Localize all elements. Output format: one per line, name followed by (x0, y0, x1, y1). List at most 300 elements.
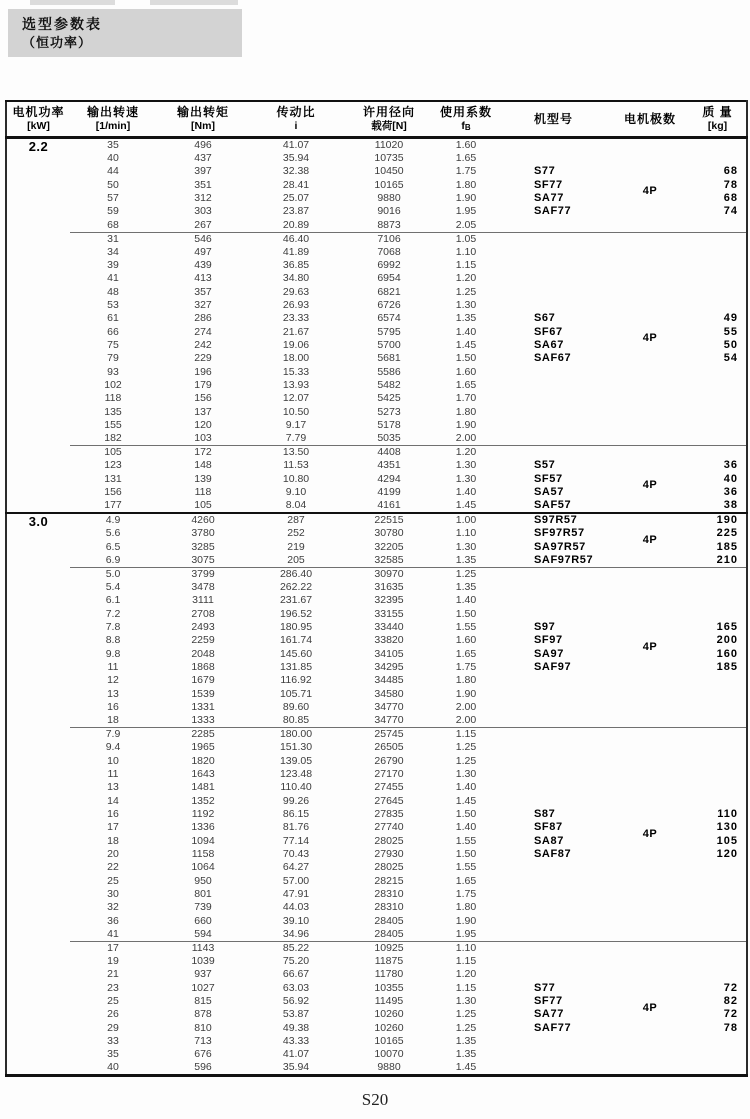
cell-weight (689, 941, 747, 955)
cell-factor: 1.20 (455, 272, 477, 285)
cell-model: SA87 (534, 834, 564, 847)
cell-torque: 950 (194, 874, 212, 887)
cell-weight: 50 (723, 339, 738, 352)
cell-weight (689, 366, 747, 379)
cell-torque: 137 (194, 405, 212, 418)
cell-ratio: 64.27 (282, 861, 310, 874)
cell-torque: 676 (194, 1048, 212, 1061)
cell-factor: 1.50 (455, 607, 477, 620)
cell-weight: 55 (723, 325, 738, 338)
cell-poles-empty (611, 754, 689, 767)
cell-ratio: 110.40 (280, 781, 312, 794)
cell-load: 4408 (342, 446, 436, 460)
cell-poles-empty (611, 955, 689, 968)
cell-load: 31635 (374, 581, 404, 594)
cell-load: 9880 (377, 1061, 401, 1074)
cell-load: 34770 (374, 700, 404, 713)
cell-model: SAF67 (534, 352, 572, 365)
table-row (6, 392, 747, 405)
cell-factor: 1.15 (455, 259, 477, 272)
cell-factor: 1.60 (455, 139, 477, 151)
cell-factor: 1.45 (455, 794, 477, 807)
cell-factor: 1.30 (455, 994, 477, 1007)
cell-factor: 1.15 (455, 981, 477, 994)
cell-torque: 179 (194, 379, 212, 392)
cell-torque: 303 (194, 205, 212, 218)
cell-weight: 165 (716, 621, 738, 634)
cell-factor: 1.80 (455, 178, 477, 191)
cell-torque: 1481 (191, 781, 215, 794)
cell-factor: 1.00 (436, 513, 496, 527)
cell-weight (689, 446, 747, 460)
cell-torque: 739 (194, 901, 212, 914)
cell-torque: 3799 (156, 567, 250, 581)
cell-poles-empty (611, 714, 689, 728)
cell-load: 32585 (374, 553, 404, 566)
table-row (6, 232, 747, 246)
cell-model (496, 674, 611, 687)
table-row (6, 728, 747, 742)
cell-speed: 135 (104, 405, 122, 418)
cell-load: 10070 (374, 1048, 404, 1061)
cell-weight: 82 (723, 994, 738, 1007)
cell-speed: 18 (107, 834, 119, 847)
cell-ratio: 29.63 (282, 285, 310, 298)
cell-speed: 48 (107, 285, 119, 298)
cell-torque: 713 (194, 1034, 212, 1047)
table-row (6, 874, 747, 887)
table-row (6, 621, 747, 634)
cell-load: 27455 (374, 781, 404, 794)
cell-speed: 35 (107, 139, 119, 151)
cell-ratio: 47.91 (282, 887, 310, 900)
cell-torque: 546 (156, 232, 250, 246)
cell-factor: 1.35 (455, 1034, 477, 1047)
table-row (6, 808, 747, 821)
cell-weight: 78 (723, 1021, 738, 1034)
cell-load: 9016 (377, 205, 401, 218)
cell-factor: 1.55 (455, 621, 477, 634)
cell-ratio: 161.74 (279, 634, 313, 647)
cell-speed: 6.1 (105, 594, 121, 607)
cell-torque: 596 (194, 1061, 212, 1074)
table-row (6, 259, 747, 272)
cell-load: 6821 (377, 285, 401, 298)
cell-speed: 20 (107, 847, 119, 860)
cell-speed: 23 (107, 981, 119, 994)
page-title-line1: 选型参数表 (22, 16, 102, 32)
cell-poles-empty (611, 701, 689, 714)
cell-weight: 110 (717, 807, 738, 820)
cell-torque: 810 (194, 1021, 212, 1034)
cell-load: 28215 (374, 874, 404, 887)
cell-model: S97R57 (496, 513, 611, 527)
cell-weight: 68 (723, 192, 738, 205)
cell-weight (689, 768, 747, 781)
cell-torque: 1027 (191, 981, 215, 994)
cell-load: 6726 (377, 299, 401, 312)
cell-torque: 2285 (156, 728, 250, 742)
cell-poles: 4P (642, 185, 658, 198)
cell-speed: 44 (107, 165, 119, 178)
cell-load: 6954 (377, 272, 401, 285)
cell-torque: 2259 (191, 634, 215, 647)
column-header-load: 许用径向 载荷[N] (342, 101, 436, 138)
cell-torque: 196 (194, 365, 212, 378)
cell-model (496, 446, 611, 460)
cell-factor: 2.00 (455, 714, 477, 727)
cell-poles-empty (611, 259, 689, 272)
cell-ratio: 85.22 (250, 941, 342, 955)
cell-speed: 5.0 (70, 567, 156, 581)
cell-ratio: 56.92 (282, 994, 310, 1007)
cell-weight (689, 299, 747, 312)
cell-poles-empty (611, 299, 689, 312)
cell-weight (689, 794, 747, 807)
cell-load: 30970 (342, 567, 436, 581)
table-row (6, 286, 747, 299)
cell-weight (689, 741, 747, 754)
cell-model: SA77 (534, 1008, 564, 1021)
cell-speed: 8.8 (105, 634, 121, 647)
cell-weight: 210 (716, 553, 738, 566)
table-row (6, 768, 747, 781)
table-row (6, 312, 747, 325)
cell-weight (689, 272, 747, 285)
cell-model: SF87 (534, 821, 563, 834)
cell-ratio: 116.92 (280, 674, 312, 687)
cell-load: 5273 (377, 405, 401, 418)
cell-model (496, 701, 611, 714)
table-row (6, 1048, 747, 1061)
cell-poles-empty (611, 232, 689, 246)
cell-ratio: 286.40 (250, 567, 342, 581)
cell-model (496, 781, 611, 794)
cell-model: SA97 (534, 647, 564, 660)
cell-model: S67 (534, 312, 556, 325)
cell-torque: 312 (194, 192, 212, 205)
cell-weight: 74 (723, 205, 738, 218)
cell-torque: 3111 (192, 594, 214, 607)
cell-speed: 41 (107, 927, 119, 940)
cell-weight (689, 901, 747, 914)
cell-load: 28310 (374, 887, 404, 900)
cell-load: 10165 (374, 1034, 404, 1047)
cell-load: 28025 (374, 834, 404, 847)
cell-torque: 1333 (191, 714, 215, 727)
cell-model (496, 1048, 611, 1061)
cell-model: SF67 (534, 325, 563, 338)
cell-speed: 59 (107, 205, 119, 218)
cell-speed: 61 (107, 312, 119, 325)
column-header-model: 机型号 (496, 101, 611, 138)
cell-torque: 2708 (191, 607, 215, 620)
cell-model (496, 794, 611, 807)
column-header-power: 电机功率 [kW] (6, 101, 70, 138)
cell-weight (689, 432, 747, 446)
cell-model (496, 1035, 611, 1048)
cell-factor: 1.50 (455, 847, 477, 860)
cell-torque: 3478 (191, 581, 215, 594)
cell-model: SAF77 (534, 205, 572, 218)
cell-poles-empty (611, 138, 689, 153)
cell-speed: 9.8 (105, 647, 121, 660)
table-row (6, 674, 747, 687)
cell-model (496, 741, 611, 754)
cell-ratio: 77.14 (282, 834, 310, 847)
cell-factor: 1.50 (455, 807, 477, 820)
cell-speed: 13 (107, 687, 119, 700)
cell-poles-empty (611, 781, 689, 794)
cell-ratio: 10.50 (282, 405, 310, 418)
cell-speed: 53 (107, 299, 119, 312)
cell-factor: 1.25 (436, 567, 496, 581)
cell-load: 32205 (374, 540, 404, 553)
cell-speed: 50 (107, 178, 119, 191)
cell-poles-empty (611, 581, 689, 594)
cell-load: 32395 (374, 594, 404, 607)
cell-load: 10925 (342, 941, 436, 955)
page-number: S20 (361, 1090, 389, 1109)
cell-speed: 105 (70, 446, 156, 460)
cell-factor: 1.25 (455, 1008, 477, 1021)
cell-weight: 200 (716, 634, 738, 647)
cell-factor: 1.65 (455, 874, 477, 887)
cell-weight (689, 888, 747, 901)
cell-speed: 66 (107, 325, 119, 338)
cell-load: 11020 (374, 139, 404, 151)
table-row (6, 406, 747, 419)
table-row (6, 688, 747, 701)
cell-factor: 1.55 (455, 834, 477, 847)
cell-weight: 40 (723, 472, 738, 485)
cell-speed: 40 (107, 152, 119, 165)
cell-torque: 105 (194, 499, 212, 512)
cell-ratio: 57.00 (282, 874, 310, 887)
cell-ratio: 19.06 (282, 339, 310, 352)
cell-poles: 4P (611, 513, 689, 567)
cell-factor: 1.90 (455, 419, 477, 432)
cell-weight (689, 419, 747, 432)
cell-ratio: 43.33 (282, 1034, 310, 1047)
table-row (6, 594, 747, 607)
cell-speed: 18 (107, 714, 119, 727)
cell-torque: 3285 (191, 540, 215, 553)
cell-speed: 17 (107, 821, 119, 834)
cell-factor: 1.75 (455, 165, 477, 178)
cell-ratio: 41.89 (282, 245, 310, 258)
table-row (6, 152, 747, 165)
cell-speed: 36 (107, 914, 119, 927)
cell-load: 4351 (377, 459, 401, 472)
cell-speed: 16 (107, 807, 119, 820)
cell-ratio: 9.10 (285, 486, 307, 499)
cell-ratio: 7.79 (285, 432, 307, 445)
cell-model (496, 768, 611, 781)
cell-torque: 156 (194, 392, 212, 405)
cell-power: 2.2 (28, 139, 49, 154)
cell-torque: 1158 (191, 847, 215, 860)
cell-poles-empty (611, 272, 689, 285)
cell-factor: 1.20 (436, 446, 496, 460)
cell-model (496, 219, 611, 233)
cell-ratio: 44.03 (282, 901, 310, 914)
cell-factor: 1.05 (436, 232, 496, 246)
cell-load: 5700 (377, 339, 401, 352)
cell-ratio: 23.33 (282, 312, 310, 325)
cell-speed: 19 (107, 954, 119, 967)
table-row (6, 861, 747, 874)
cell-torque: 937 (194, 968, 212, 981)
cell-torque: 172 (156, 446, 250, 460)
cell-weight: 185 (716, 540, 738, 553)
cell-poles-empty (611, 406, 689, 419)
cell-load: 5482 (377, 379, 401, 392)
cell-load: 10450 (374, 165, 404, 178)
cell-speed: 16 (107, 700, 119, 713)
cell-ratio: 36.85 (282, 259, 310, 272)
cell-speed: 10 (107, 754, 119, 767)
cell-load: 34770 (374, 714, 404, 727)
cell-speed: 5.4 (105, 581, 121, 594)
cell-weight (689, 567, 747, 581)
cell-torque: 660 (194, 914, 212, 927)
cell-weight (689, 968, 747, 981)
cell-torque: 413 (194, 272, 212, 285)
cell-load: 7068 (377, 245, 401, 258)
cell-torque: 594 (194, 927, 212, 940)
cell-load: 6574 (377, 312, 401, 325)
cell-torque: 397 (194, 165, 212, 178)
cell-weight: 72 (723, 1008, 738, 1021)
cell-model: SF97 (534, 634, 563, 647)
cell-weight (689, 286, 747, 299)
cell-ratio: 15.33 (282, 365, 310, 378)
scan-artifact (150, 0, 238, 5)
cell-factor: 1.45 (455, 499, 477, 512)
cell-load: 11780 (374, 968, 404, 981)
cell-factor: 1.40 (455, 486, 477, 499)
cell-ratio: 287 (250, 513, 342, 527)
cell-ratio: 8.04 (285, 499, 307, 512)
cell-model (496, 955, 611, 968)
cell-load: 28405 (374, 927, 404, 940)
cell-weight (689, 754, 747, 767)
cell-poles-empty (611, 219, 689, 233)
cell-model (496, 366, 611, 379)
cell-load: 9880 (377, 192, 401, 205)
cell-model (496, 152, 611, 165)
cell-speed: 14 (107, 794, 119, 807)
cell-poles-empty (611, 608, 689, 621)
cell-load: 5586 (377, 365, 401, 378)
cell-load: 4199 (377, 486, 401, 499)
cell-torque: 1352 (191, 794, 215, 807)
cell-weight (689, 232, 747, 246)
cell-model (496, 232, 611, 246)
cell-factor: 1.30 (455, 459, 477, 472)
table-row (6, 754, 747, 767)
cell-poles-empty (611, 861, 689, 874)
cell-speed: 21 (107, 968, 119, 981)
cell-weight (689, 379, 747, 392)
cell-factor: 1.35 (455, 1048, 477, 1061)
cell-load: 4161 (377, 499, 401, 512)
cell-factor: 1.75 (455, 661, 477, 673)
table-row (6, 165, 747, 178)
cell-weight (689, 674, 747, 687)
cell-torque: 274 (194, 325, 212, 338)
cell-ratio: 49.38 (282, 1021, 310, 1034)
cell-ratio: 131.85 (279, 661, 313, 673)
table-row (6, 781, 747, 794)
cell-poles: 4P (642, 479, 658, 492)
cell-torque: 357 (194, 285, 212, 298)
cell-model (496, 379, 611, 392)
table-row (6, 968, 747, 981)
cell-ratio: 35.94 (282, 152, 310, 165)
cell-speed: 7.8 (105, 621, 121, 634)
cell-load: 25745 (342, 728, 436, 742)
cell-weight: 185 (716, 661, 738, 673)
cell-power: 3.0 (6, 513, 70, 1076)
cell-torque: 351 (194, 178, 212, 191)
cell-poles-empty (611, 1035, 689, 1048)
cell-load: 10260 (374, 1021, 404, 1034)
cell-model (496, 874, 611, 887)
cell-torque: 286 (194, 312, 212, 325)
cell-poles-empty (611, 286, 689, 299)
cell-ratio: 145.60 (279, 647, 313, 660)
cell-weight: 54 (723, 352, 738, 365)
cell-ratio: 219 (287, 540, 305, 553)
cell-factor: 2.05 (455, 218, 477, 231)
cell-load: 27645 (374, 794, 404, 807)
cell-weight: 36 (723, 459, 738, 472)
cell-speed: 182 (104, 432, 122, 445)
table-row (6, 981, 747, 994)
cell-poles-empty (611, 379, 689, 392)
table-row (6, 714, 747, 728)
cell-model (496, 888, 611, 901)
cell-factor: 1.15 (455, 954, 477, 967)
cell-factor: 1.35 (455, 581, 477, 594)
cell-factor: 2.00 (455, 700, 477, 713)
column-header-weight: 质 量 [kg] (689, 101, 747, 138)
cell-factor: 1.55 (455, 861, 477, 874)
cell-model (496, 259, 611, 272)
cell-model: SAF77 (534, 1021, 572, 1034)
cell-speed: 30 (107, 887, 119, 900)
cell-speed: 102 (104, 379, 122, 392)
cell-speed: 57 (107, 192, 119, 205)
cell-model: SF77 (534, 994, 563, 1007)
cell-factor: 1.40 (455, 325, 477, 338)
column-header-factor: 使用系数 $f_B$ (436, 101, 496, 138)
cell-torque: 496 (194, 139, 212, 151)
cell-weight (689, 581, 747, 594)
cell-ratio: 123.48 (279, 767, 313, 780)
cell-speed: 118 (104, 392, 122, 405)
cell-load: 27930 (374, 847, 404, 860)
cell-factor: 1.90 (455, 687, 477, 700)
cell-weight (689, 1035, 747, 1048)
cell-load: 26790 (374, 754, 404, 767)
cell-torque: 437 (194, 152, 212, 165)
cell-factor: 1.20 (455, 968, 477, 981)
cell-weight: 78 (723, 178, 738, 191)
cell-poles-empty (611, 246, 689, 259)
